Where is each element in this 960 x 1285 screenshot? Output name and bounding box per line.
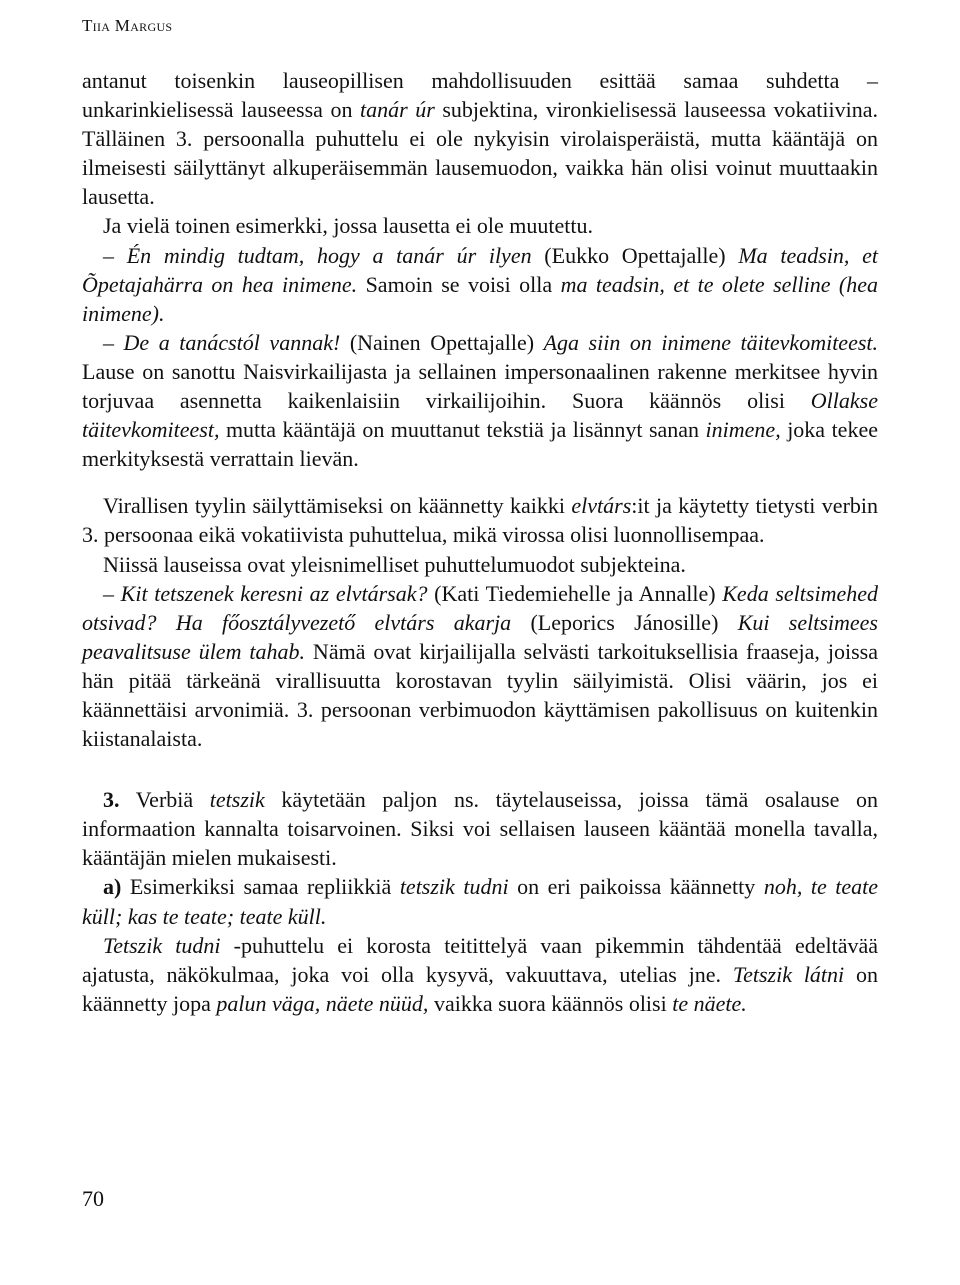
page-body <box>82 66 878 1018</box>
bold-run: 3. <box>103 787 120 813</box>
italic-run: Ollakse täitevkomiteest, <box>82 388 878 443</box>
section-3-paragraph <box>82 785 878 872</box>
text-run: – <box>103 242 127 268</box>
paragraph-1 <box>82 66 878 211</box>
text-run: – <box>103 580 121 606</box>
paragraph-2 <box>82 211 878 240</box>
paragraph-7-example <box>82 579 878 754</box>
italic-run: De a tanácstól vannak! <box>123 329 341 355</box>
text-run: :it ja käytetty tietysti verbin 3. persoonaa eikä vokatiivista puhuttelua, mikä virossa olisi luonnollisempaa. <box>82 493 879 548</box>
text-run: on eri paikoissa käännetty <box>508 874 764 900</box>
text-run: Esimerkiksi samaa repliikkiä <box>121 874 400 900</box>
text-run: joka tekee merkityksestä verrattain lievän. <box>82 417 878 472</box>
italic-run: Én mindig tudtam, hogy a tanár úr ilyen <box>126 242 532 268</box>
text-run: vaikka suora käännös olisi <box>428 990 673 1016</box>
italic-run: ma teadsin, et te olete selline (hea inimene). <box>82 271 879 326</box>
text-run: Lause on sanottu Naisvirkailijasta ja sellainen impersonaalinen rakenne merkitsee hyvin torjuvaa asennetta kaikenlaisiin virkailijoihin. Suora käännös olisi <box>82 358 878 414</box>
text-run: Verbiä <box>119 787 210 813</box>
italic-run: elvtárs <box>571 493 632 519</box>
italic-run: inimene, <box>705 417 781 443</box>
text-run: – <box>103 329 124 355</box>
paragraph-a <box>82 872 878 930</box>
italic-run: Keda seltsimehed otsivad? Ha főosztályvezető elvtárs akarja <box>82 580 878 635</box>
text-run: Virallisen tyylin säilyttämiseksi on käännetty kaikki <box>103 493 572 519</box>
bold-run: a) <box>103 874 122 900</box>
text-run: Niissä lauseissa ovat yleisnimelliset puhuttelumuodot subjekteina. <box>103 551 686 577</box>
text-run: mutta kääntäjä on muuttanut tekstiä ja lisännyt sanan <box>219 417 706 443</box>
italic-run: Aga siin on inimene täitevkomiteest. <box>543 329 879 355</box>
text-run: on käännetty jopa <box>82 961 879 1016</box>
italic-run: noh, te teate küll; kas te teate; teate küll. <box>82 874 878 929</box>
paragraph-5 <box>82 491 878 549</box>
text-run: Samoin se voisi olla <box>357 271 561 297</box>
text-run: Ja vielä toinen esimerkki, jossa lausetta ei ole muutettu. <box>103 213 593 239</box>
italic-run: Tetszik tudni <box>103 932 221 958</box>
paragraph-3-example <box>82 241 878 328</box>
running-header <box>82 16 172 36</box>
text-run: Nämä ovat kirjailijalla selvästi tarkoituksellisia fraaseja, joissa hän pitää tärkeänä virallisuutta korostavan tyylin säilyimistä. Olisi väärin, jos ei käännettäisi arvonimiä. 3. persoonan verbimuodon käyttämisen pakollisuus on kuitenkin kiistanalaista. <box>82 638 878 752</box>
text-run: -puhuttelu ei korosta teitittelyä vaan pikemmin tähdentää edeltävää ajatusta, näkökulmaa, joka voi olla kysyvä, vakuuttava, utelias jne. <box>82 932 878 987</box>
paragraph-10 <box>82 931 878 1018</box>
text-run: (Kati Tiedemiehelle ja Annalle) <box>427 580 723 606</box>
running-header-text: Tiia Margus <box>82 16 173 35</box>
italic-run: palun väga, näete nüüd, <box>216 990 429 1016</box>
italic-run: Ma teadsin, et Õpetajahärra on hea inimene. <box>82 242 878 297</box>
italic-run: tanár úr <box>360 97 435 123</box>
italic-run: tetszik <box>209 787 265 813</box>
paragraph-6 <box>82 550 878 579</box>
text-run: (Leporics Jánosille) <box>511 609 738 635</box>
italic-run: Kui seltsimees peavalitsuse ülem tahab. <box>82 609 878 664</box>
italic-run: Kit tetszenek keresni az elvtársak? <box>120 580 428 606</box>
italic-run: Tetszik látni <box>732 961 845 987</box>
text-run: käytetään paljon ns. täytelauseissa, joissa tämä osalause on informaation kannalta toisarvoinen. Siksi voi sellaisen lauseen kääntää monella tavalla, kääntäjän mielen mukaisesti. <box>82 787 878 871</box>
italic-run: te näete. <box>672 990 747 1016</box>
text-run: antanut toisenkin lauseopillisen mahdollisuuden esittää samaa suhdetta – unkarinkielisessä lauseessa on <box>82 68 878 123</box>
text-run: (Nainen Opettajalle) <box>340 329 544 355</box>
text-run: subjektina, vironkielisessä lauseessa vokatiivina. Tälläinen 3. persoonalla puhuttelu ei ole nykyisin virolaisperäistä, mutta kääntäjä on ilmeisesti säilyttänyt alkuperäisemmän lausemuodon, vaikka hän olisi voinut muuttaakin lausetta. <box>82 97 878 210</box>
italic-run: tetszik tudni <box>399 874 509 900</box>
page-number: 70 <box>82 1186 104 1211</box>
text-run: (Eukko Opettajalle) <box>531 242 739 268</box>
paragraph-4-example <box>82 328 878 473</box>
